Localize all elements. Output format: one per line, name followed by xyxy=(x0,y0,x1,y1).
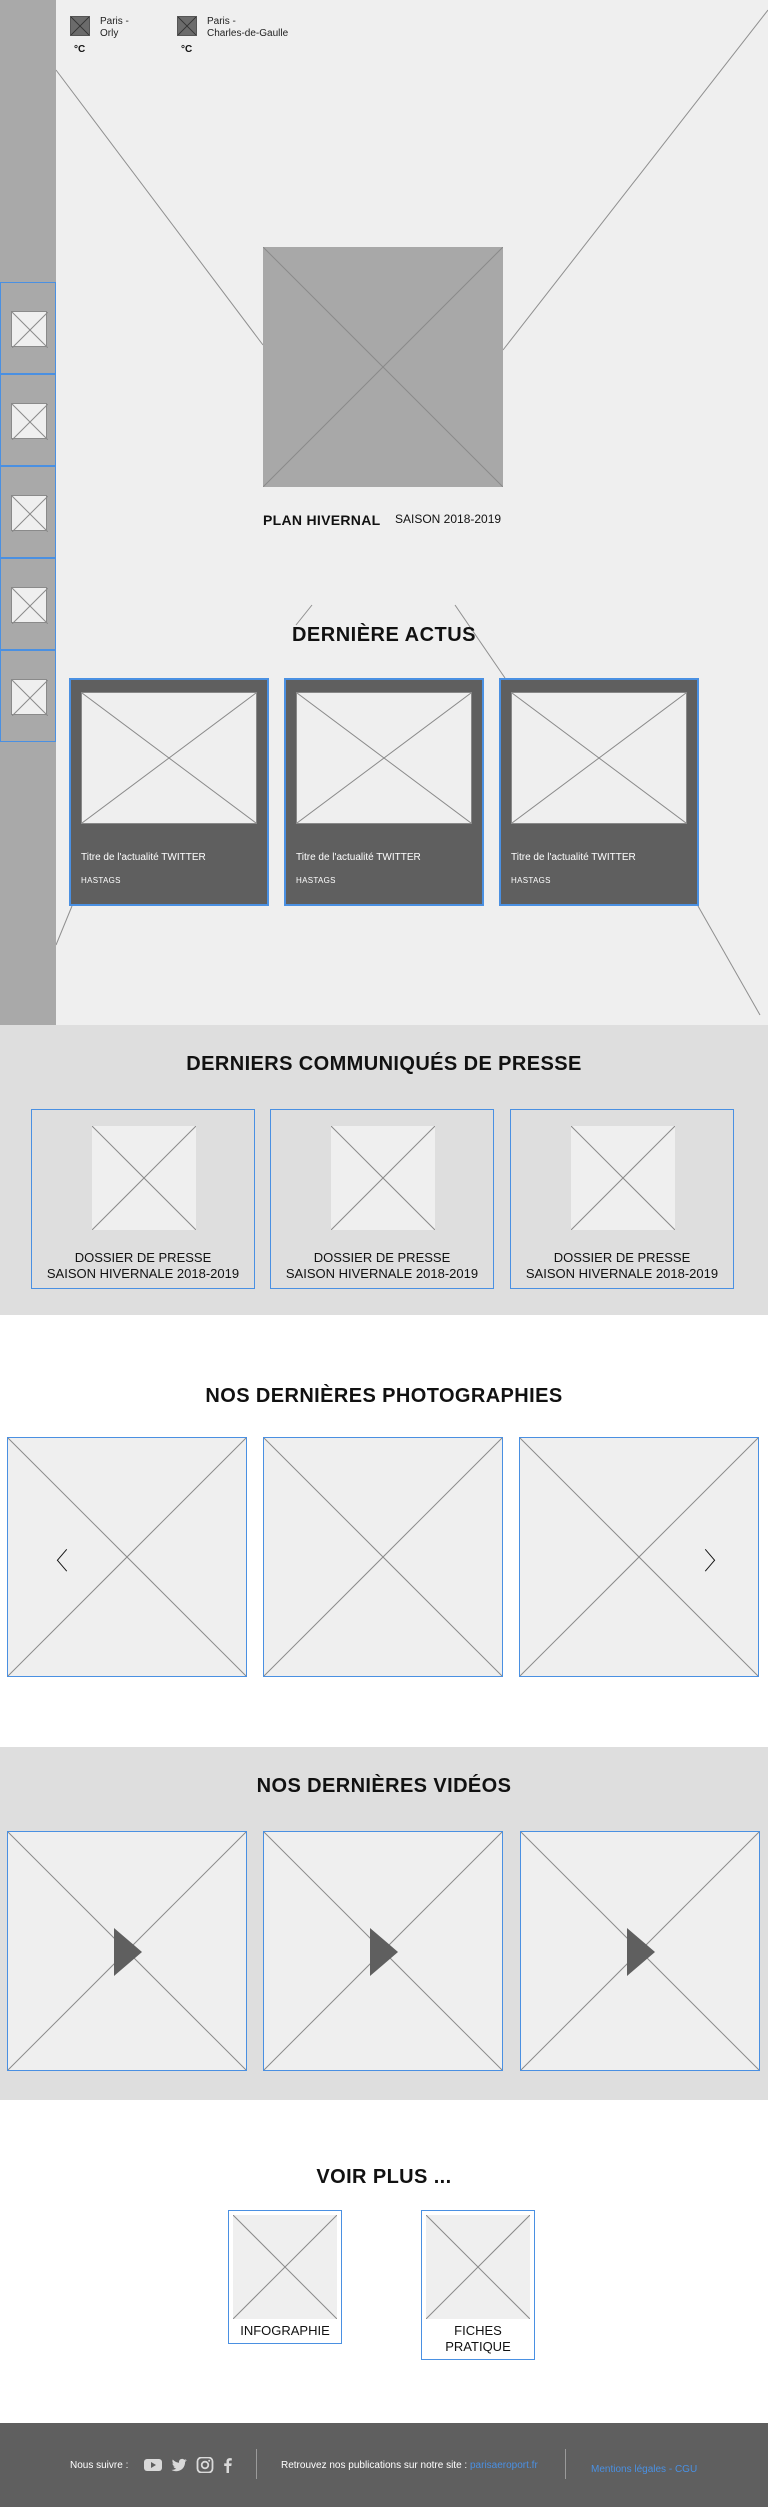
press-section-title: DERNIERS COMMUNIQUÉS DE PRESSE xyxy=(186,1053,582,1075)
play-icon[interactable] xyxy=(370,1928,398,1976)
videos-section xyxy=(0,1747,768,2100)
weather-temperature-unit: °C xyxy=(181,44,193,55)
facebook-icon[interactable] xyxy=(219,2457,237,2473)
actu-card[interactable] xyxy=(69,678,269,906)
press-image-placeholder xyxy=(92,1126,196,1230)
twitter-icon[interactable] xyxy=(170,2457,188,2473)
hero-image-placeholder[interactable] xyxy=(263,247,503,487)
fiches-label-line1: FICHES xyxy=(454,2323,502,2338)
press-card-line1: DOSSIER DE PRESSE xyxy=(74,1250,212,1265)
publications-text xyxy=(281,2460,538,2471)
press-card[interactable] xyxy=(270,1109,494,1289)
weather-icon xyxy=(70,16,90,36)
actu-hashtags: HASTAGS xyxy=(511,876,551,885)
press-card[interactable] xyxy=(510,1109,734,1289)
fiches-image-placeholder xyxy=(426,2215,530,2319)
rail-thumbnail[interactable] xyxy=(0,282,56,374)
actu-card[interactable] xyxy=(499,678,699,906)
actu-card[interactable] xyxy=(284,678,484,906)
press-card-label xyxy=(32,1250,254,1282)
actu-title: Titre de l'actualité TWITTER xyxy=(511,852,636,863)
hero-section xyxy=(0,0,768,1025)
video-placeholder[interactable] xyxy=(520,1831,760,2071)
follow-label: Nous suivre : xyxy=(70,2460,129,2471)
left-thumbnail-rail xyxy=(0,0,56,1025)
plan-season: SAISON 2018-2019 xyxy=(395,512,502,526)
actu-image-placeholder xyxy=(81,692,257,824)
publications-site-link[interactable]: parisaeroport.fr xyxy=(469,2460,538,2471)
publications-label: Retrouvez nos publications sur notre site : xyxy=(281,2460,470,2471)
play-icon[interactable] xyxy=(114,1928,142,1976)
press-card-line1: DOSSIER DE PRESSE xyxy=(553,1250,691,1265)
carousel-prev-icon[interactable]: 〈 xyxy=(44,1548,68,1575)
actu-title: Titre de l'actualité TWITTER xyxy=(81,852,206,863)
photo-placeholder[interactable] xyxy=(263,1437,503,1677)
youtube-icon[interactable] xyxy=(144,2457,162,2473)
plan-title: PLAN HIVERNAL xyxy=(263,512,381,528)
press-card-line2: SAISON HIVERNALE 2018-2019 xyxy=(285,1266,479,1281)
see-more-title: VOIR PLUS ... xyxy=(316,2166,452,2188)
infographie-label xyxy=(229,2323,341,2339)
video-placeholder[interactable] xyxy=(7,1831,247,2071)
press-card-label xyxy=(511,1250,733,1282)
legal-notice-link[interactable]: Mentions légales xyxy=(591,2464,667,2475)
infographie-card[interactable] xyxy=(228,2210,342,2344)
press-card-label xyxy=(271,1250,493,1282)
press-image-placeholder xyxy=(571,1126,675,1230)
weather-city-line1: Paris - xyxy=(207,16,236,27)
fiches-pratique-card[interactable] xyxy=(421,2210,535,2360)
photos-section-title: NOS DERNIÈRES PHOTOGRAPHIES xyxy=(205,1385,563,1407)
weather-city xyxy=(100,16,129,40)
photos-section xyxy=(0,1315,768,1747)
fiches-label-line2: PRATIQUE xyxy=(445,2339,511,2354)
footer-divider xyxy=(256,2449,257,2479)
fiches-label xyxy=(422,2323,534,2355)
actu-hashtags: HASTAGS xyxy=(81,876,121,885)
legal-separator: - xyxy=(666,2464,675,2475)
infographie-label-line1: INFOGRAPHIE xyxy=(240,2323,330,2338)
cgu-link[interactable]: CGU xyxy=(674,2464,698,2475)
weather-city-line1: Paris - xyxy=(100,16,129,27)
footer-divider xyxy=(565,2449,566,2479)
press-card-line2: SAISON HIVERNALE 2018-2019 xyxy=(525,1266,719,1281)
weather-temperature-unit: °C xyxy=(74,44,86,55)
footer xyxy=(0,2423,768,2507)
weather-city-line2: Orly xyxy=(100,28,119,39)
videos-section-title: NOS DERNIÈRES VIDÉOS xyxy=(256,1775,512,1797)
weather-cdg xyxy=(177,16,289,55)
press-card-line2: SAISON HIVERNALE 2018-2019 xyxy=(46,1266,240,1281)
video-placeholder[interactable] xyxy=(263,1831,503,2071)
carousel-next-icon[interactable]: 〉 xyxy=(704,1548,728,1575)
weather-city xyxy=(207,16,288,40)
rail-thumbnail[interactable] xyxy=(0,650,56,742)
press-image-placeholder xyxy=(331,1126,435,1230)
infographie-image-placeholder xyxy=(233,2215,337,2319)
play-icon[interactable] xyxy=(627,1928,655,1976)
actu-hashtags: HASTAGS xyxy=(296,876,336,885)
see-more-section xyxy=(0,2100,768,2423)
rail-thumbnail[interactable] xyxy=(0,374,56,466)
actus-section-title: DERNIÈRE ACTUS xyxy=(291,624,477,646)
weather-orly xyxy=(70,16,129,55)
actu-title: Titre de l'actualité TWITTER xyxy=(296,852,421,863)
actu-image-placeholder xyxy=(511,692,687,824)
weather-city-line2: Charles-de-Gaulle xyxy=(207,28,289,39)
rail-thumbnail[interactable] xyxy=(0,466,56,558)
legal-links xyxy=(591,2464,697,2475)
weather-icon xyxy=(177,16,197,36)
photo-placeholder[interactable] xyxy=(7,1437,247,1677)
press-card[interactable] xyxy=(31,1109,255,1289)
press-releases-section xyxy=(0,1025,768,1315)
actu-image-placeholder xyxy=(296,692,472,824)
instagram-icon[interactable] xyxy=(196,2457,214,2473)
press-card-line1: DOSSIER DE PRESSE xyxy=(313,1250,451,1265)
